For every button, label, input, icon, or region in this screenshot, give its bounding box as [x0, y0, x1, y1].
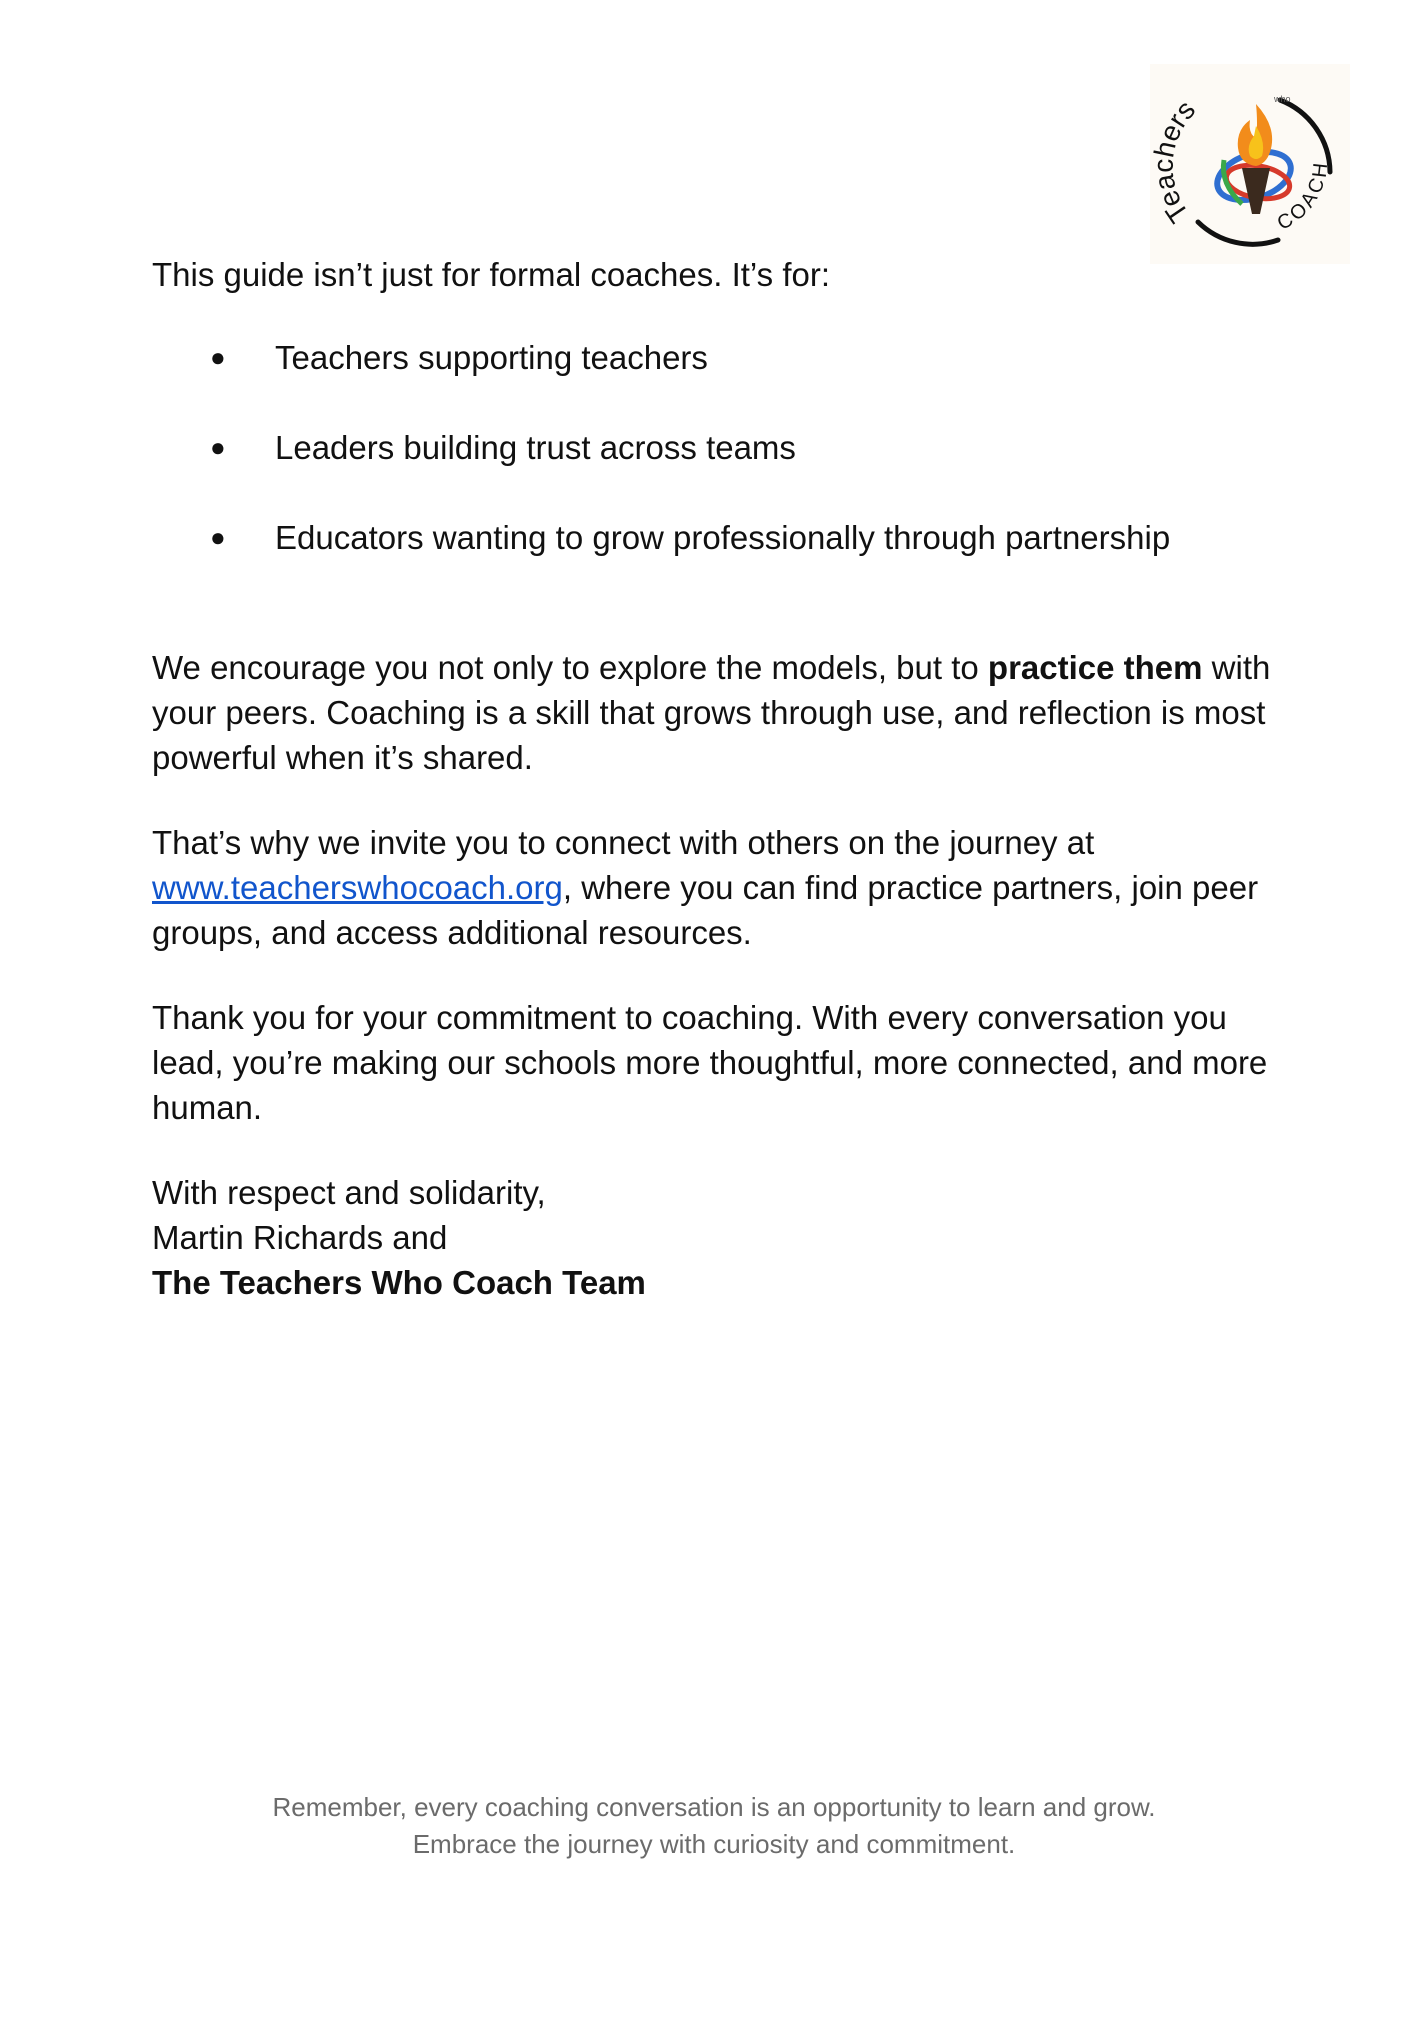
footer-line-2: Embrace the journey with curiosity and commitment. [412, 1829, 1016, 1859]
list-item [152, 335, 1292, 380]
signoff-line: With respect and solidarity, [152, 1174, 546, 1211]
list-item [152, 515, 1292, 560]
logo-text-who: who [1274, 94, 1291, 104]
torch-icon [1150, 64, 1350, 264]
bullet-icon: ● [210, 342, 226, 372]
bullet-icon: ● [210, 522, 226, 552]
practice-paragraph: We encourage you not only to explore the models, but to practice them with your peers. Coaching is a skill that grows through use, and reflection is most powerful when it’s shared. [152, 649, 1271, 776]
letter-body [152, 252, 1292, 1305]
signoff-name: Martin Richards and [152, 1219, 448, 1256]
signoff-team: The Teachers Who Coach Team [152, 1264, 646, 1301]
audience-list [152, 335, 1292, 560]
signoff [152, 1170, 1292, 1305]
list-item-text: Leaders building trust across teams [275, 429, 796, 466]
footer-line-1: Remember, every coaching conversation is an opportunity to learn and grow. [272, 1792, 1156, 1822]
thanks-paragraph: Thank you for your commitment to coaching. With every conversation you lead, you’re making our schools more thoughtful, more connected, and more human. [152, 999, 1268, 1126]
list-item-text: Educators wanting to grow professionally through partnership [275, 519, 1171, 556]
list-item-text: Teachers supporting teachers [275, 339, 708, 376]
website-link[interactable]: www.teacherswhocoach.org [152, 869, 563, 906]
intro-text: This guide isn’t just for formal coaches. It’s for: [152, 256, 830, 293]
logo-text-teachers: Teachers [1150, 94, 1202, 229]
bullet-icon: ● [210, 432, 226, 462]
footer-note [0, 1789, 1428, 1863]
logo-text-coach: COACH [1273, 158, 1333, 235]
list-item [152, 425, 1292, 470]
practice-emphasis: practice them [987, 649, 1203, 686]
connect-paragraph: That’s why we invite you to connect with others on the journey at www.teacherswhocoach.org, where you can find practice partners, join peer groups, and access additional resources. [152, 824, 1259, 951]
teachers-who-coach-logo [1150, 64, 1350, 264]
